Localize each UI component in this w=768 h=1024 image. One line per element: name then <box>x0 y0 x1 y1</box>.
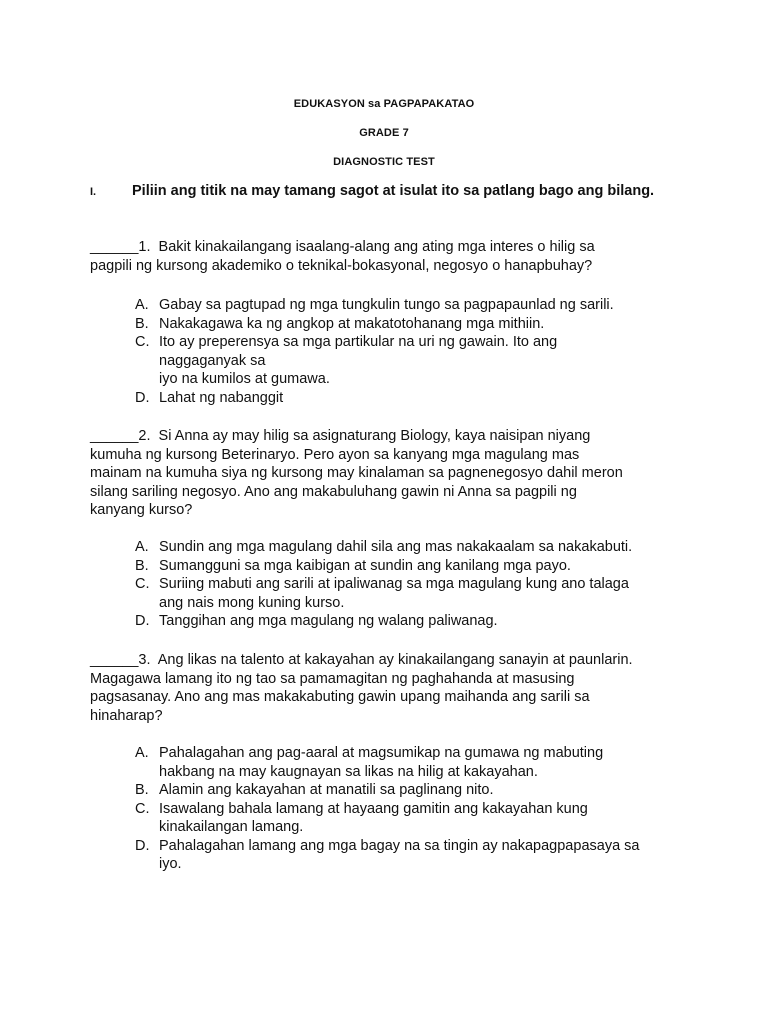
question-line: pagsasanay. Ano ang mas makakabuting gawin upang maihanda ang sarili sa <box>90 689 590 705</box>
question-line: pagpili ng kursong akademiko o teknikal-bokasyonal, negosyo o hanapbuhay? <box>90 257 593 274</box>
option-text: Pahalagahan lamang ang mga bagay na sa tingin ay nakapagpapasaya sa <box>159 837 640 854</box>
option-b <box>135 781 695 800</box>
answer-blank: ______ <box>90 652 139 668</box>
option-d <box>135 612 695 631</box>
option-text: Sumangguni sa mga kaibigan at sundin ang kanilang mga payo. <box>159 557 571 574</box>
option-text: Lahat ng nabanggit <box>159 389 284 406</box>
test-title: DIAGNOSTIC TEST <box>333 156 435 168</box>
question-3 <box>90 651 690 725</box>
option-text: ang nais mong kuning kurso. <box>159 594 345 611</box>
subject-title: EDUKASYON sa PAGPAPAKATAO <box>293 98 475 110</box>
option-letter: C. <box>135 334 150 350</box>
option-letter: D. <box>135 389 150 406</box>
section-number: I. <box>90 186 97 198</box>
option-text: Gabay sa pagtupad ng mga tungkulin tungo sa pagpapaunlad ng sarili. <box>159 297 614 313</box>
answer-blank: ______ <box>90 239 139 255</box>
option-c <box>135 800 695 837</box>
question-number: 1. <box>138 239 151 255</box>
question-number: 3. <box>138 652 151 668</box>
instruction-text: Piliin ang titik na may tamang sagot at isulat ito sa patlang bago ang bilang. <box>132 183 655 199</box>
answer-blank: ______ <box>90 428 139 444</box>
option-text: kinakailangan lamang. <box>159 819 304 835</box>
option-text: Ito ay preperensya sa mga partikular na uri ng gawain. Ito ang <box>159 334 558 350</box>
question-3-options <box>135 744 695 874</box>
option-text: Sundin ang mga magulang dahil sila ang mas nakakaalam sa nakakabuti. <box>159 539 633 555</box>
question-line: kumuha ng kursong Beterinaryo. Pero ayon sa kanyang mga magulang mas <box>90 446 580 463</box>
question-line: Bakit kinakailangang isaalang-alang ang ating mga interes o hilig sa <box>158 239 595 255</box>
option-text: Suriing mabuti ang sarili at ipaliwanag sa mga magulang kung ano talaga <box>159 576 629 592</box>
option-c <box>135 333 695 389</box>
option-letter: B. <box>135 557 149 574</box>
question-1 <box>90 238 690 275</box>
option-b <box>135 315 695 334</box>
option-text: hakbang na may kaugnayan sa likas na hilig at kakayahan. <box>159 763 538 780</box>
instruction <box>90 182 678 202</box>
option-text: Pahalagahan ang pag-aaral at magsumikap na gumawa ng mabuting <box>159 745 604 761</box>
option-d <box>135 389 695 408</box>
question-number: 2. <box>138 428 151 444</box>
option-c <box>135 575 695 612</box>
option-text: Isawalang bahala lamang at hayaang gamitin ang kakayahan kung <box>159 800 588 817</box>
option-letter: A. <box>135 297 149 313</box>
option-letter: C. <box>135 800 150 817</box>
question-line: Si Anna ay may hilig sa asignaturang Biology, kaya naisipan niyang <box>158 428 591 444</box>
option-a <box>135 538 695 557</box>
question-line: silang sariling negosyo. Ano ang makabuluhang gawin ni Anna sa pagpili ng <box>90 483 577 500</box>
question-line: mainam na kumuha siya ng kursong may kinalaman sa pagnenegosyo dahil meron <box>90 465 623 481</box>
grade-label: GRADE 7 <box>359 127 409 139</box>
question-line: Magagawa lamang ito ng tao sa pamamagitan ng paghahanda at masusing <box>90 670 575 687</box>
question-2 <box>90 427 690 520</box>
question-line: Ang likas na talento at kakayahan ay kinakailangang sanayin at paunlarin. <box>157 652 633 668</box>
option-text: Alamin ang kakayahan at manatili sa paglinang nito. <box>159 782 494 798</box>
option-text: iyo. <box>159 856 182 872</box>
option-letter: D. <box>135 613 150 629</box>
option-letter: C. <box>135 576 150 592</box>
question-line: hinaharap? <box>90 707 163 724</box>
question-line: kanyang kurso? <box>90 502 193 518</box>
option-letter: B. <box>135 315 149 332</box>
option-a <box>135 744 695 781</box>
option-letter: A. <box>135 539 149 555</box>
question-2-options <box>135 538 695 631</box>
question-1-options <box>135 296 695 407</box>
option-letter: B. <box>135 782 149 798</box>
option-a <box>135 296 695 315</box>
option-text: Nakakagawa ka ng angkop at makatotohanang mga mithiin. <box>159 315 545 332</box>
option-d <box>135 837 695 874</box>
option-text: iyo na kumilos at gumawa. <box>159 371 330 387</box>
option-letter: A. <box>135 745 149 761</box>
option-text: Tanggihan ang mga magulang ng walang paliwanag. <box>159 613 498 629</box>
option-letter: D. <box>135 837 150 854</box>
option-b <box>135 557 695 576</box>
option-text: naggaganyak sa <box>159 352 266 369</box>
